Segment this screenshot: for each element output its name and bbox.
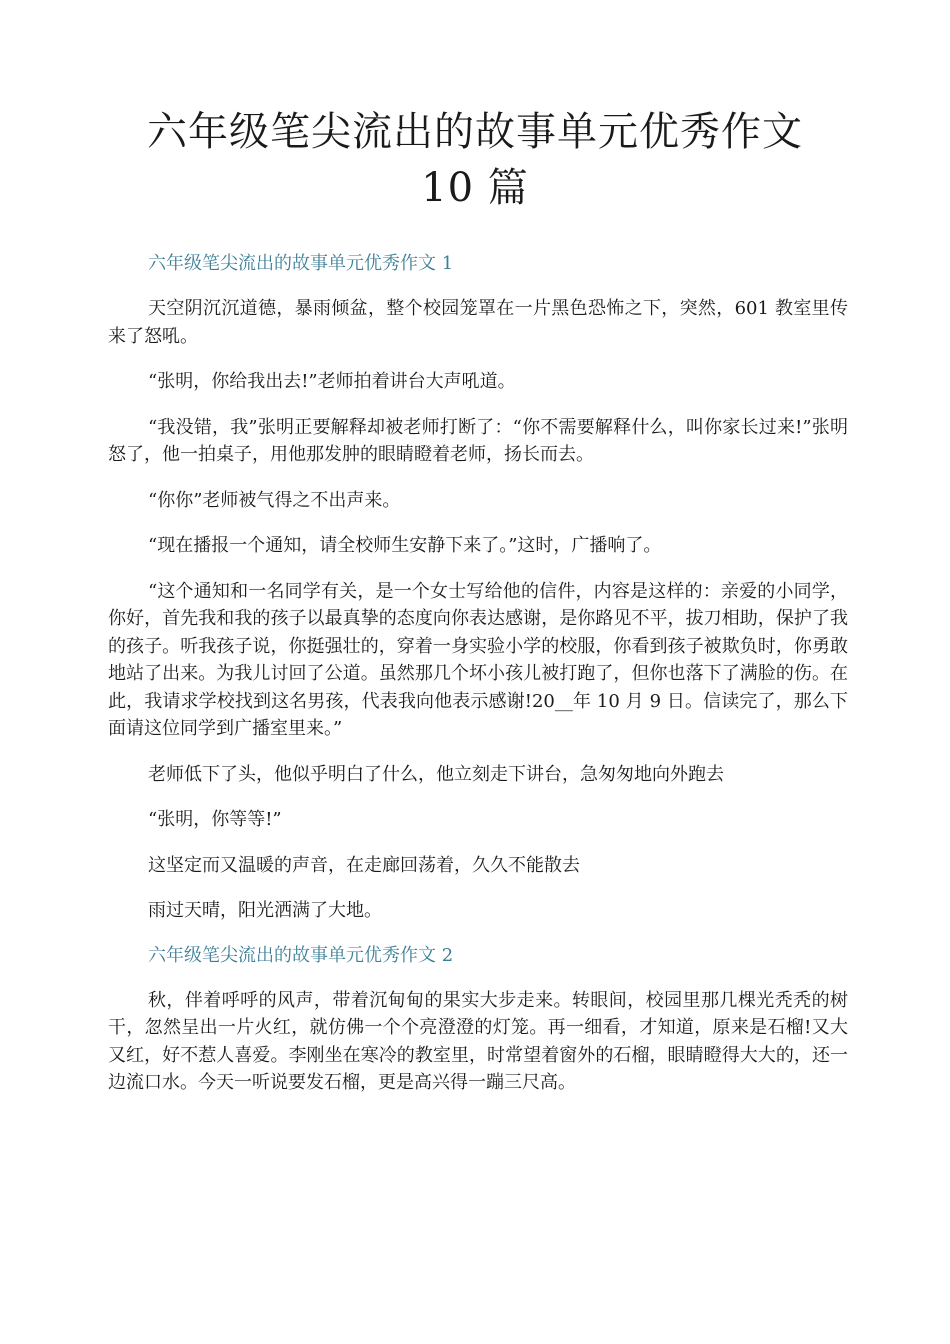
title-line-2: 10 篇 <box>421 165 529 211</box>
section-2-heading: 六年级笔尖流出的故事单元优秀作文 2 <box>148 944 454 966</box>
paragraph: 老师低下了头，他似乎明白了什么，他立刻走下讲台，急匆匆地向外跑去 <box>148 763 724 785</box>
paragraph: “我没错，我”张明正要解释却被老师打断了：“你不需要解释什么，叫你家长过来!”张明怒了，他一拍桌子，用他那发肿的眼睛瞪着老师，扬长而去。 <box>108 416 848 465</box>
title-line-1: 六年级笔尖流出的故事单元优秀作文 <box>147 109 803 155</box>
paragraph: “现在播报一个通知，请全校师生安静下来了。”这时，广播响了。 <box>148 535 662 556</box>
paragraph: “张明，你给我出去!”老师拍着讲台大声吼道。 <box>148 371 516 392</box>
paragraph: 这坚定而又温暖的声音，在走廊回荡着，久久不能散去 <box>148 854 580 876</box>
document-title <box>108 104 842 216</box>
paragraph: “张明，你等等!” <box>148 809 282 830</box>
paragraph: 天空阴沉沉道德，暴雨倾盆，整个校园笼罩在一片黑色恐怖之下，突然，601 教室里传来了怒吼。 <box>108 298 848 347</box>
paragraph: “你你”老师被气得之不出声来。 <box>148 489 401 511</box>
paragraph: 秋，伴着呼呼的风声，带着沉甸甸的果实大步走来。转眼间，校园里那几棵光秃秃的树干，忽然呈出一片火红，就仿佛一个个亮澄澄的灯笼。再一细看，才知道，原来是石榴!又大又红，好不惹人喜爱。李刚坐在寒冷的教室里，时常望着窗外的石榴，眼睛瞪得大大的，还一边流口水。今天一听说要发石榴，更是高兴得一蹦三尺高。 <box>108 989 848 1093</box>
section-1-heading: 六年级笔尖流出的故事单元优秀作文 1 <box>148 253 454 274</box>
paragraph: “这个通知和一名同学有关，是一个女士写给他的信件，内容是这样的：亲爱的小同学，你好，首先我和我的孩子以最真挚的态度向你表达感谢，是你路见不平，拔刀相助，保护了我的孩子。听我孩子说，你挺强壮的，穿着一身实验小学的校服，你看到孩子被欺负时，你勇敢地站了出来。为我儿讨回了公道。虽然那几个坏小孩儿被打跑了，但你也落下了满脸的伤。在此，我请求学校找到这名男孩，代表我向他表示感谢!20__年 10 月 9 日。信读完了，那么下面请这位同学到广播室里来。” <box>108 580 848 739</box>
paragraph: 雨过天晴，阳光洒满了大地。 <box>148 900 382 921</box>
